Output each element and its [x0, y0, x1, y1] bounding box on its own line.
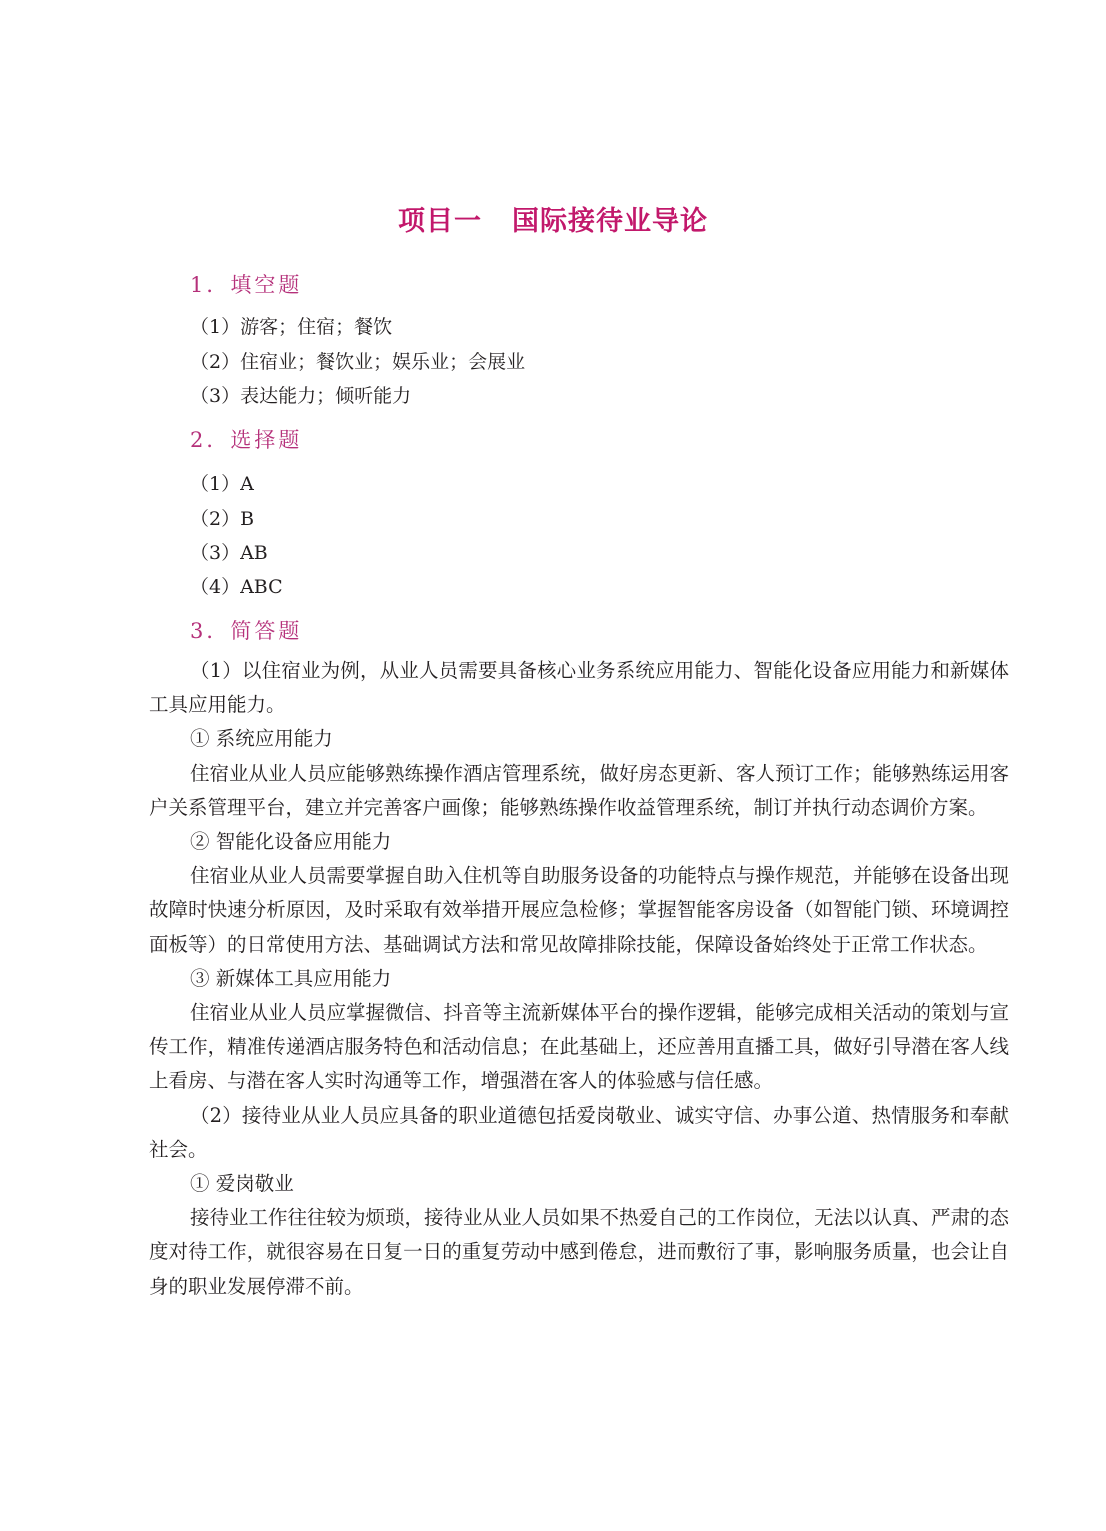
answer-1-paragraph-new-media: 住宿业从业人员应掌握微信、抖音等主流新媒体平台的操作逻辑，能够完成相关活动的策划与宣传工作，精准传递酒店服务特色和活动信息；在此基础上，还应善用直播工具，做好引导潜在客人线上看房、与潜在客人实时沟通等工作，增强潜在客人的体验感与信任感。 — [149, 1001, 1010, 1093]
section-heading-choice: 2．选择题 — [190, 428, 303, 452]
answer-1-subheading-new-media: ③ 新媒体工具应用能力 — [190, 966, 392, 990]
title-part-2: 国际接待业导论 — [512, 206, 708, 237]
title-part-1: 项目一 — [398, 206, 482, 237]
answer-1-paragraph-system: 住宿业从业人员应能够熟练操作酒店管理系统，做好房态更新、客人预订工作；能够熟练运用客户关系管理平台，建立并完善客户画像；能够熟练操作收益管理系统，制订并执行动态调价方案。 — [149, 761, 1010, 819]
answer-2-paragraph-dedication: 接待业工作往往较为烦琐，接待业从业人员如果不热爱自己的工作岗位，无法以认真、严肃的态度对待工作，就很容易在日复一日的重复劳动中感到倦怠，进而敷衍了事，影响服务质量，也会让自身的职业发展停滞不前。 — [149, 1206, 1010, 1298]
page-title — [0, 200, 1106, 244]
choice-answer-3: （3）AB — [190, 542, 268, 564]
fill-blank-answer-3: （3）表达能力；倾听能力 — [190, 385, 412, 407]
answer-2-subheading-dedication: ① 爱岗敬业 — [190, 1172, 294, 1196]
answer-1-subheading-system: ① 系统应用能力 — [190, 727, 333, 751]
answer-1-paragraph-smart-device: 住宿业从业人员需要掌握自助入住机等自助服务设备的功能特点与操作规范，并能够在设备出现故障时快速分析原因，及时采取有效举措开展应急检修；掌握智能客房设备（如智能门锁、环境调控面板等）的日常使用方法、基础调试方法和常见故障排除技能，保障设备始终处于正常工作状态。 — [149, 864, 1010, 956]
answer-2-intro: （2）接待业从业人员应具备的职业道德包括爱岗敬业、诚实守信、办事公道、热情服务和奉献社会。 — [149, 1103, 1009, 1161]
answer-1-subheading-smart-device: ② 智能化设备应用能力 — [190, 830, 392, 854]
choice-answer-2: （2）B — [190, 508, 255, 530]
section-heading-fill-blank: 1．填空题 — [190, 273, 303, 297]
fill-blank-answer-1: （1）游客；住宿；餐饮 — [190, 316, 393, 338]
answer-1-intro: （1）以住宿业为例，从业人员需要具备核心业务系统应用能力、智能化设备应用能力和新媒体工具应用能力。 — [149, 659, 1009, 717]
section-heading-short-answer: 3．简答题 — [190, 619, 303, 643]
short-answer-body — [149, 654, 1009, 1304]
choice-answer-1: （1）A — [190, 473, 254, 495]
fill-blank-answer-2: （2）住宿业；餐饮业；娱乐业；会展业 — [190, 351, 526, 373]
choice-answer-4: （4）ABC — [190, 576, 283, 598]
